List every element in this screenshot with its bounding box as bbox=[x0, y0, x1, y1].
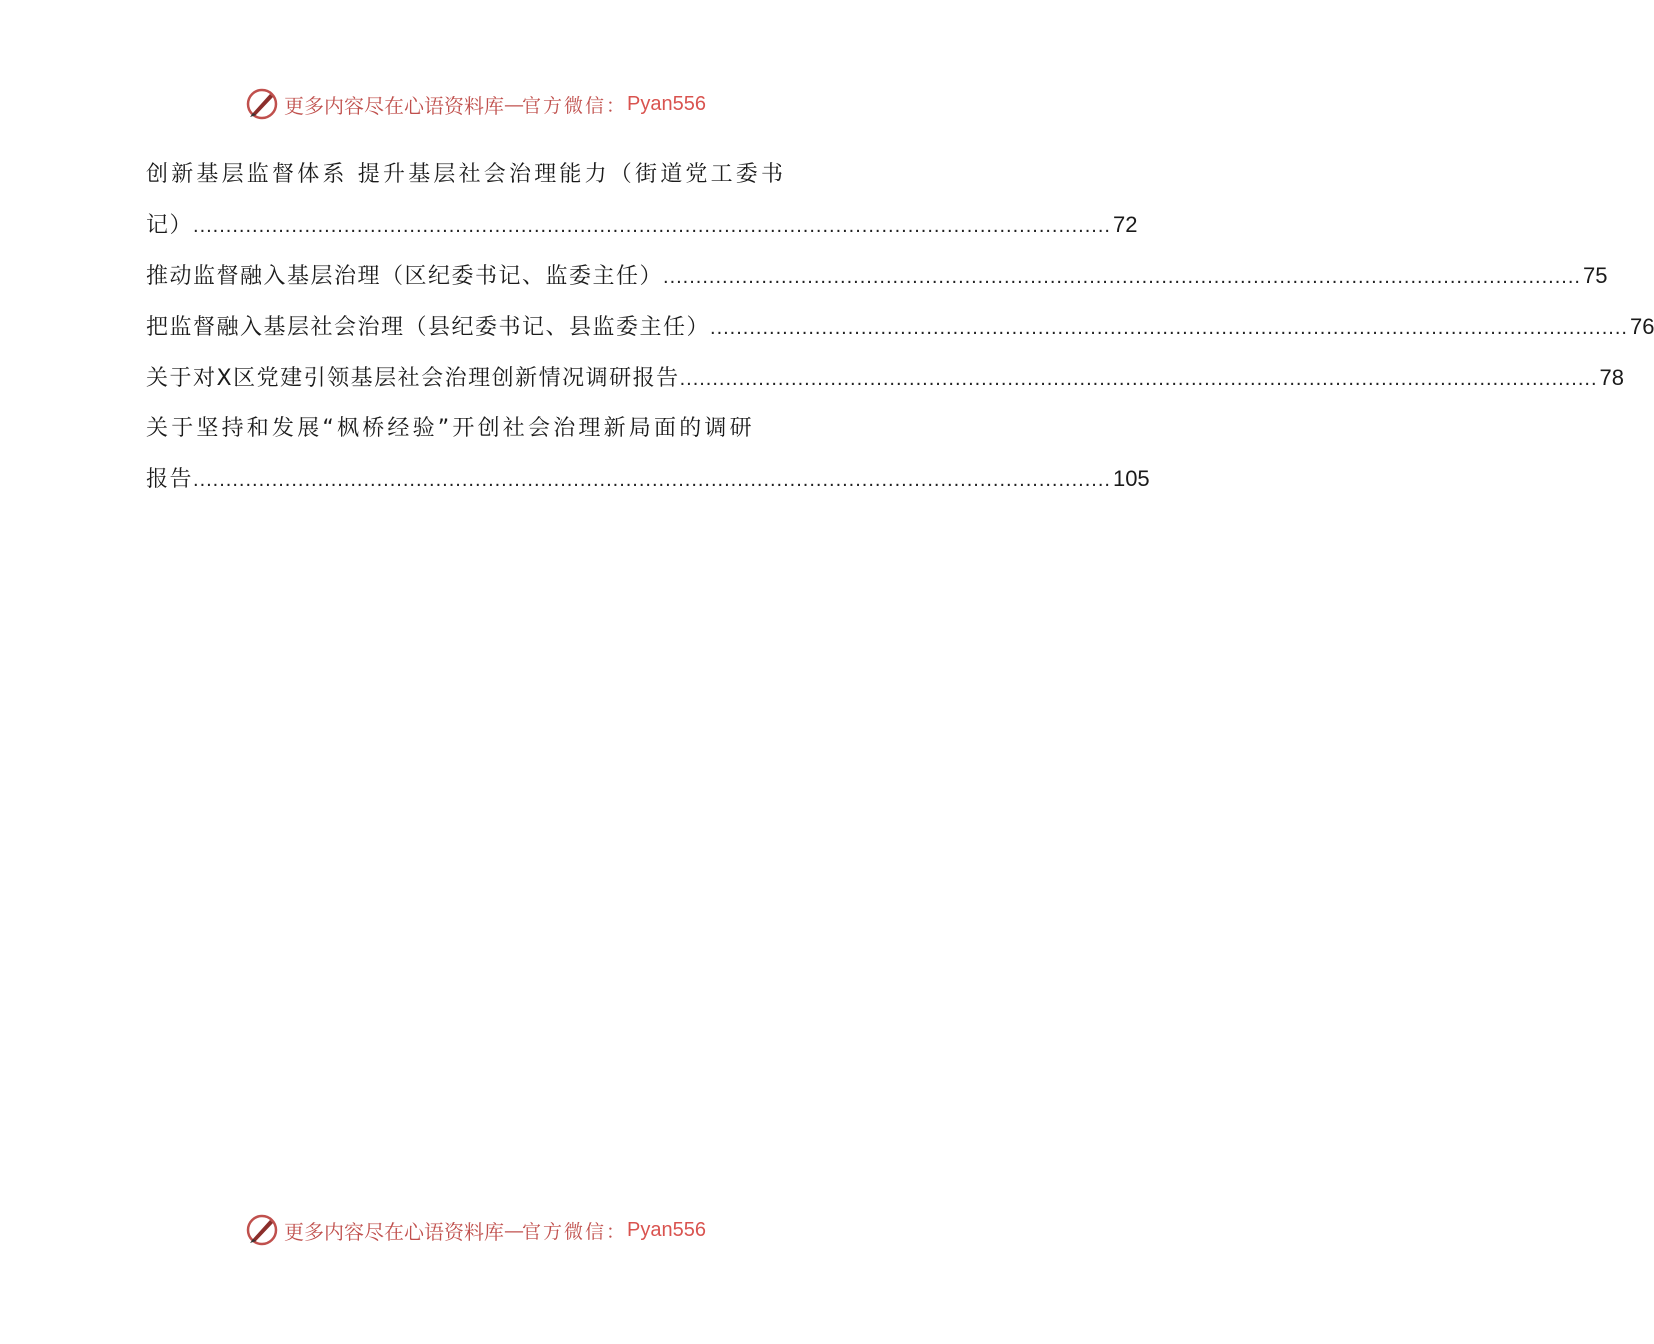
header-wechat-id: Pyan556 bbox=[627, 92, 706, 115]
toc-entry[interactable] bbox=[146, 251, 1608, 302]
toc-entry-title: 关于对X区党建引领基层社会治理创新情况调研报告 bbox=[146, 366, 680, 391]
toc-entry[interactable] bbox=[146, 404, 1150, 505]
pen-logo-icon bbox=[244, 1212, 280, 1248]
header-label: 官方微信： bbox=[522, 94, 628, 117]
header-dash: — bbox=[504, 92, 522, 116]
pen-logo-icon bbox=[244, 86, 280, 122]
toc-leader-dots: ............................................................................................................................................ bbox=[663, 266, 1581, 288]
toc-entry-title-cont: 记） bbox=[146, 213, 194, 238]
toc-entry-title-cont: 报告 bbox=[146, 467, 194, 492]
toc-leader-dots: ............................................................................................................................................ bbox=[193, 469, 1111, 491]
toc-entry[interactable] bbox=[146, 353, 1624, 404]
toc-entry-last-line bbox=[146, 200, 1138, 251]
toc-leader-dots: ............................................................................................................................................ bbox=[193, 215, 1111, 237]
toc-page-number: 72 bbox=[1112, 212, 1138, 237]
toc-entry-last-line bbox=[146, 251, 1608, 302]
footer-label: 官方微信： bbox=[522, 1220, 628, 1243]
header-banner bbox=[0, 84, 950, 124]
toc-entry-last-line bbox=[146, 353, 1624, 404]
toc-entry-title: 关于坚持和发展“枫桥经验”开创社会治理新局面的调研 bbox=[146, 416, 755, 441]
toc-entry-title: 把监督融入基层社会治理（县纪委书记、县监委主任） bbox=[146, 315, 711, 340]
footer-banner bbox=[0, 1210, 950, 1250]
toc-entry-first-line bbox=[146, 404, 806, 454]
footer-dash: — bbox=[504, 1218, 522, 1242]
toc-page-number: 76 bbox=[1629, 314, 1654, 339]
toc-leader-dots: ............................................................................................................................................ bbox=[679, 368, 1598, 390]
footer-brand: 更多内容尽在心语资料库 bbox=[284, 1219, 504, 1244]
toc-entry[interactable] bbox=[146, 302, 1654, 353]
footer-wechat-id: Pyan556 bbox=[627, 1218, 706, 1241]
toc-page-number: 105 bbox=[1112, 466, 1150, 491]
toc-entry-first-line bbox=[146, 150, 806, 200]
toc-entry-title: 推动监督融入基层治理（区纪委书记、监委主任） bbox=[146, 264, 664, 289]
header-brand: 更多内容尽在心语资料库 bbox=[284, 93, 504, 118]
toc-entry[interactable] bbox=[146, 150, 1138, 251]
toc-entry-last-line bbox=[146, 302, 1654, 353]
toc-page-number: 75 bbox=[1582, 263, 1608, 288]
toc-entry-title: 创新基层监督体系 提升基层社会治理能力（街道党工委书 bbox=[146, 162, 787, 187]
table-of-contents bbox=[146, 150, 1654, 505]
toc-entry-last-line bbox=[146, 454, 1150, 505]
toc-leader-dots: ............................................................................................................................................ bbox=[710, 317, 1628, 339]
toc-page-number: 78 bbox=[1599, 365, 1624, 390]
